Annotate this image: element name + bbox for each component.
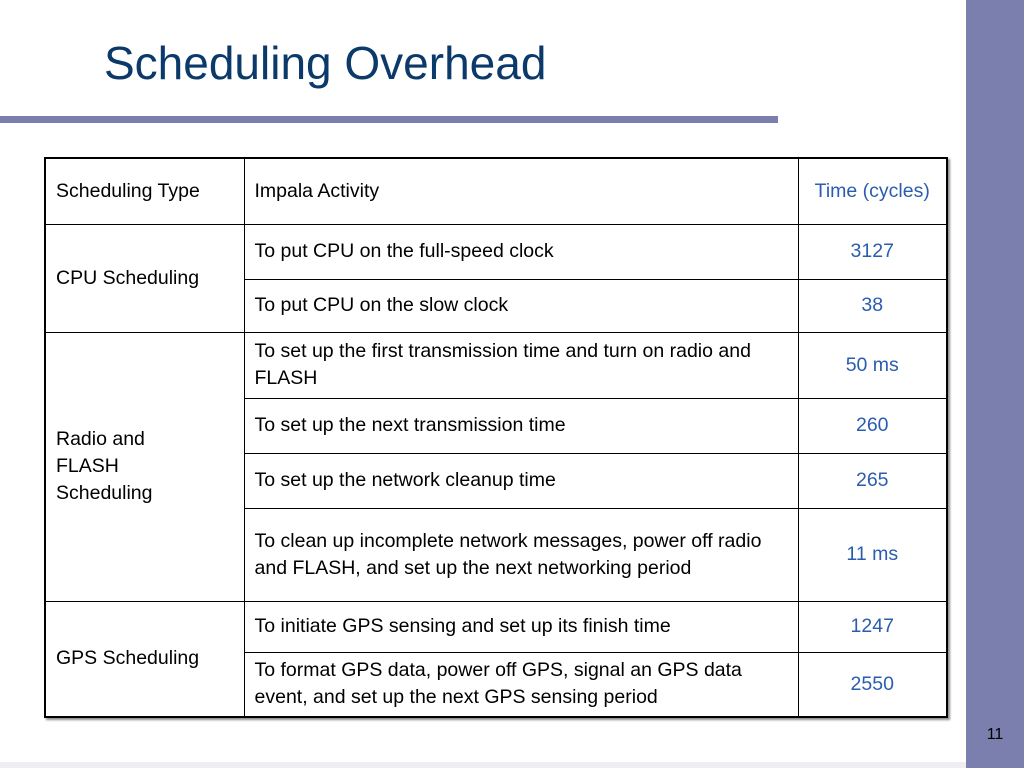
group-type-cell: CPU Scheduling	[45, 224, 244, 332]
slide-title: Scheduling Overhead	[104, 37, 547, 89]
activity-cell: To set up the next transmission time	[244, 398, 798, 453]
time-cell: 265	[798, 453, 947, 508]
group-type-cell: GPS Scheduling	[45, 601, 244, 717]
time-cell: 38	[798, 279, 947, 332]
title-underline	[0, 116, 778, 123]
time-cell: 3127	[798, 224, 947, 279]
header-impala-activity: Impala Activity	[244, 158, 798, 224]
time-cell: 260	[798, 398, 947, 453]
bottom-strip	[0, 762, 966, 768]
header-time: Time (cycles)	[798, 158, 947, 224]
activity-cell: To clean up incomplete network messages, power off radio and FLASH, and set up the next networking period	[244, 508, 798, 601]
scheduling-overhead-table	[44, 157, 948, 718]
right-accent-bar	[966, 0, 1024, 768]
table-row	[45, 601, 947, 652]
activity-cell: To set up the network cleanup time	[244, 453, 798, 508]
activity-cell: To format GPS data, power off GPS, signal an GPS data event, and set up the next GPS sensing period	[244, 652, 798, 717]
time-cell: 2550	[798, 652, 947, 717]
activity-cell: To put CPU on the full-speed clock	[244, 224, 798, 279]
header-scheduling-type: Scheduling Type	[45, 158, 244, 224]
table-row	[45, 224, 947, 279]
table-header-row	[45, 158, 947, 224]
time-cell: 50 ms	[798, 332, 947, 398]
activity-cell: To initiate GPS sensing and set up its finish time	[244, 601, 798, 652]
activity-cell: To put CPU on the slow clock	[244, 279, 798, 332]
page-number: 11	[986, 726, 1004, 743]
time-cell: 11 ms	[798, 508, 947, 601]
time-cell: 1247	[798, 601, 947, 652]
table-row	[45, 332, 947, 398]
activity-cell: To set up the first transmission time and turn on radio and FLASH	[244, 332, 798, 398]
group-type-cell: Radio and FLASH Scheduling	[45, 332, 244, 601]
